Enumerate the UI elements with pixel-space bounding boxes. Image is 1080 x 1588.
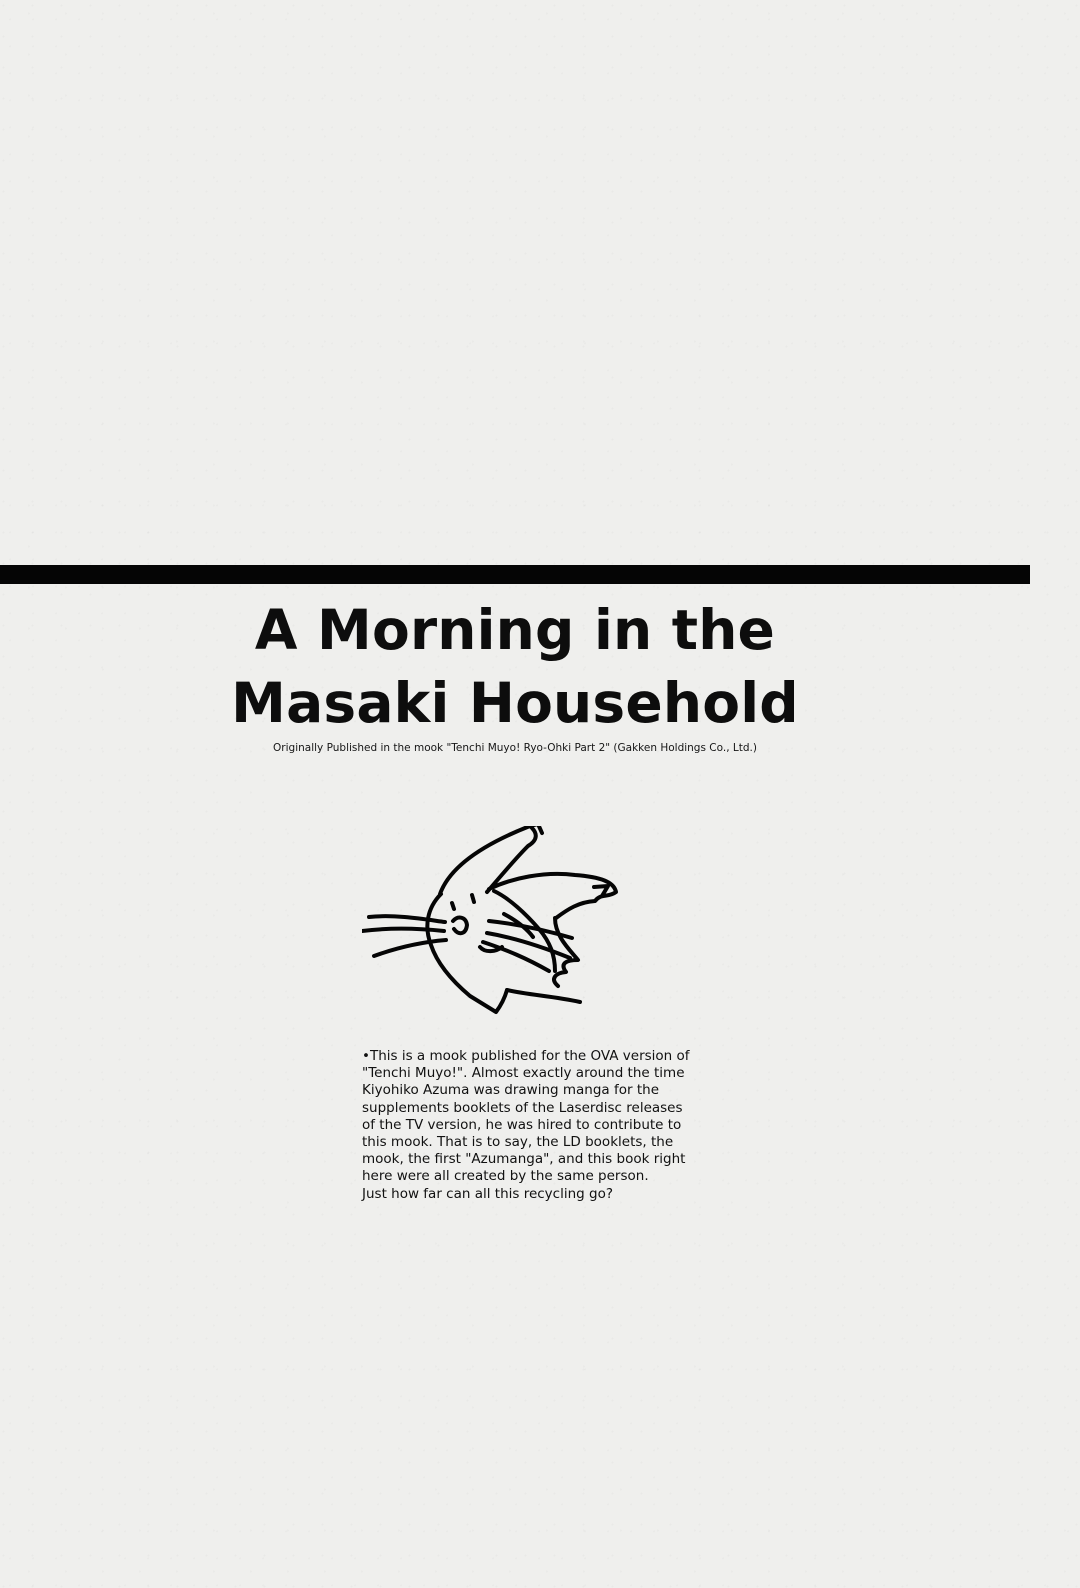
chapter-title [190, 594, 840, 740]
commentary-line: mook, the first "Azumanga", and this book right [362, 1151, 686, 1168]
commentary-line: of the TV version, he was hired to contribute to [362, 1116, 682, 1133]
commentary-line: •This is a mook published for the OVA version of [362, 1048, 690, 1064]
chapter-title-line-2: Masaki Household [231, 671, 799, 735]
rabbit-cat-sketch-icon [362, 826, 638, 1022]
commentary-line: Just how far can all this recycling go? [362, 1185, 614, 1202]
commentary-paragraph [362, 1048, 690, 1203]
commentary-line: here were all created by the same person. [362, 1168, 649, 1185]
commentary-line: Kiyohiko Azuma was drawing manga for the [362, 1082, 659, 1099]
commentary-line: supplements booklets of the Laserdisc releases [362, 1099, 683, 1116]
commentary-line: "Tenchi Muyo!". Almost exactly around the time [362, 1065, 685, 1082]
publication-note: Originally Published in the mook "Tenchi Muyo! Ryo-Ohki Part 2" (Gakken Holdings Co., Ltd.) [273, 742, 757, 754]
chapter-title-line-1: A Morning in the [254, 598, 776, 662]
commentary-line: this mook. That is to say, the LD booklets, the [362, 1134, 674, 1151]
black-title-rule [0, 565, 1030, 584]
